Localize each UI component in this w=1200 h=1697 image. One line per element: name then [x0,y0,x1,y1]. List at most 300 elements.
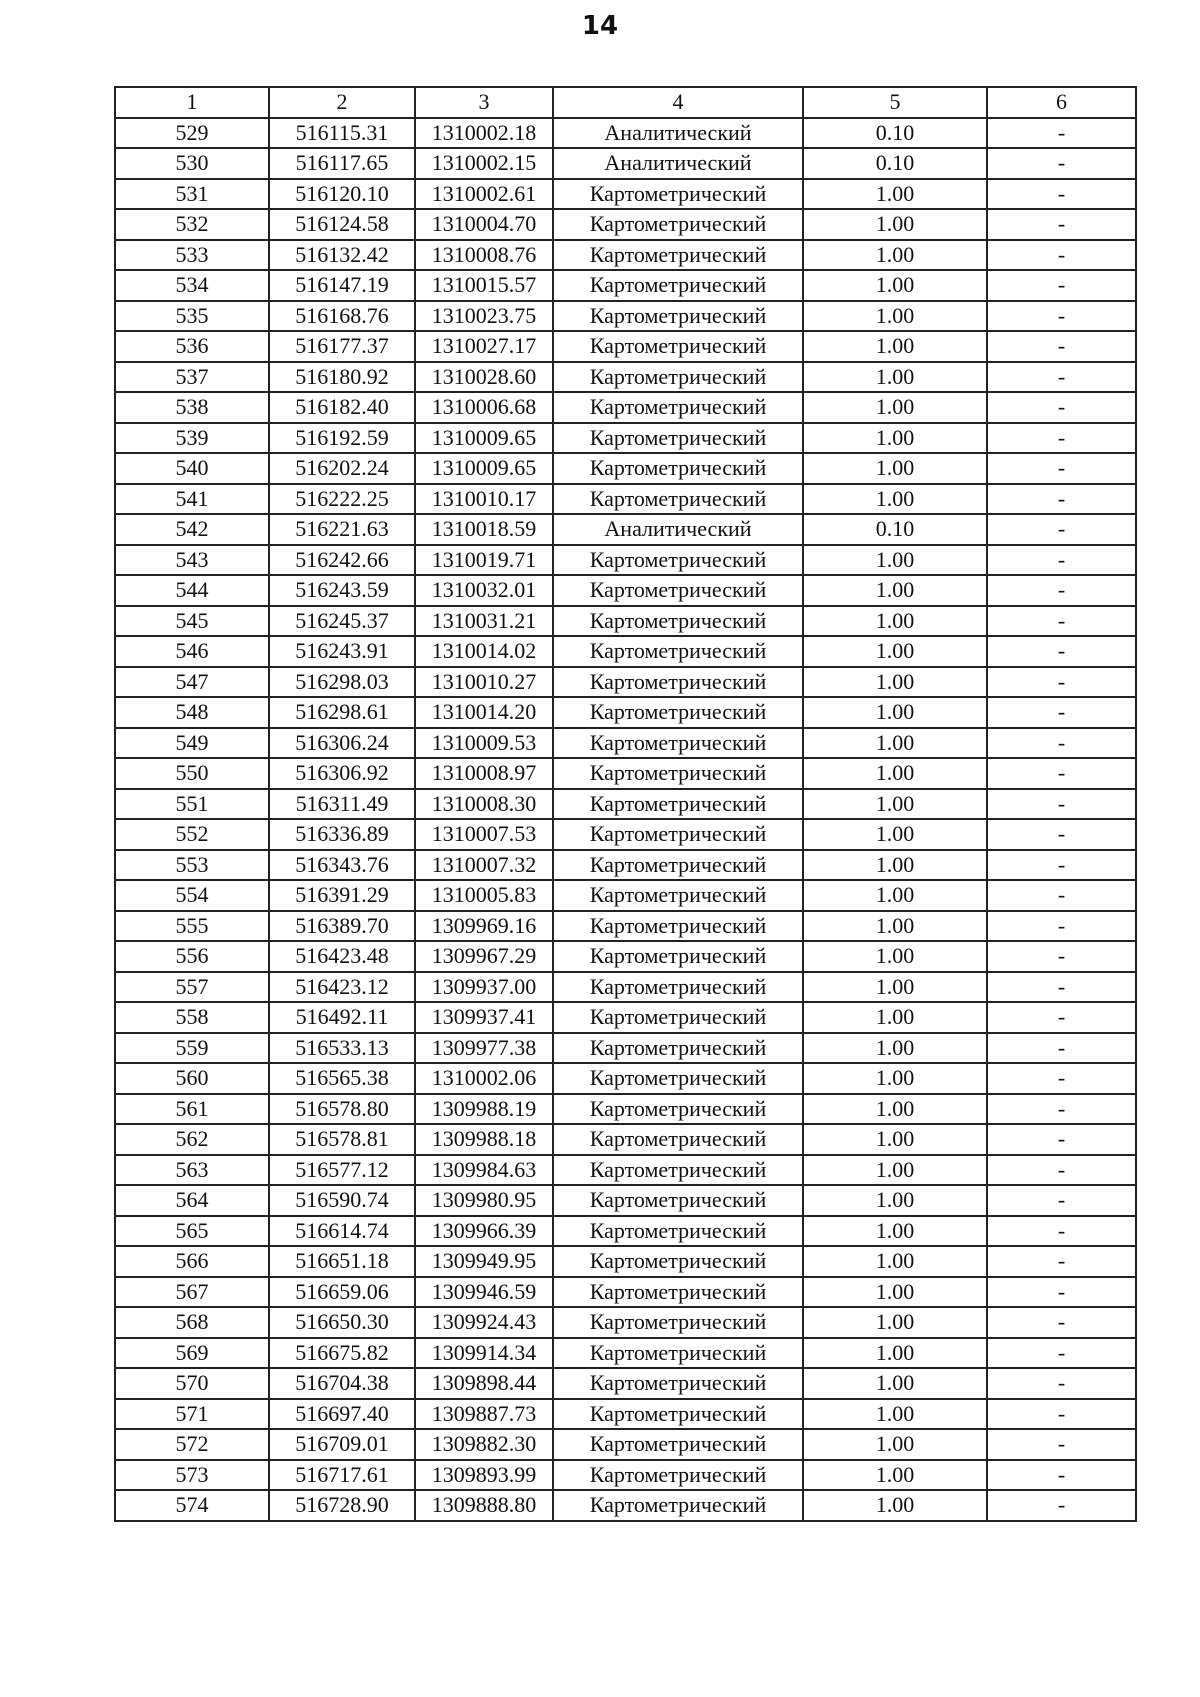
method-cell: Картометрический [553,1063,803,1094]
y-coordinate-cell: 1310007.53 [415,819,553,850]
x-coordinate-cell: 516115.31 [269,118,415,149]
note-cell: - [987,1094,1136,1125]
y-coordinate-cell: 1309893.99 [415,1460,553,1491]
x-coordinate-cell: 516577.12 [269,1155,415,1186]
note-cell: - [987,1002,1136,1033]
table-row [115,179,1136,210]
note-cell: - [987,697,1136,728]
header-cell-5: 5 [803,87,987,118]
method-cell: Картометрический [553,301,803,332]
method-cell: Картометрический [553,667,803,698]
x-coordinate-cell: 516709.01 [269,1429,415,1460]
y-coordinate-cell: 1310031.21 [415,606,553,637]
point-number-cell: 558 [115,1002,269,1033]
method-cell: Картометрический [553,331,803,362]
x-coordinate-cell: 516650.30 [269,1307,415,1338]
accuracy-cell: 1.00 [803,423,987,454]
method-cell: Картометрический [553,728,803,759]
accuracy-cell: 1.00 [803,880,987,911]
point-number-cell: 549 [115,728,269,759]
note-cell: - [987,850,1136,881]
x-coordinate-cell: 516245.37 [269,606,415,637]
x-coordinate-cell: 516578.81 [269,1124,415,1155]
point-number-cell: 556 [115,941,269,972]
method-cell: Картометрический [553,819,803,850]
accuracy-cell: 1.00 [803,484,987,515]
x-coordinate-cell: 516578.80 [269,1094,415,1125]
x-coordinate-cell: 516222.25 [269,484,415,515]
y-coordinate-cell: 1310019.71 [415,545,553,576]
x-coordinate-cell: 516192.59 [269,423,415,454]
header-row [115,87,1136,118]
accuracy-cell: 1.00 [803,270,987,301]
note-cell: - [987,148,1136,179]
y-coordinate-cell: 1309984.63 [415,1155,553,1186]
point-number-cell: 555 [115,911,269,942]
table-row [115,606,1136,637]
y-coordinate-cell: 1309969.16 [415,911,553,942]
y-coordinate-cell: 1310008.97 [415,758,553,789]
table-row [115,270,1136,301]
y-coordinate-cell: 1309977.38 [415,1033,553,1064]
note-cell: - [987,1368,1136,1399]
note-cell: - [987,1124,1136,1155]
x-coordinate-cell: 516565.38 [269,1063,415,1094]
x-coordinate-cell: 516675.82 [269,1338,415,1369]
table-row [115,850,1136,881]
table-row [115,972,1136,1003]
accuracy-cell: 1.00 [803,1490,987,1521]
note-cell: - [987,1246,1136,1277]
note-cell: - [987,240,1136,271]
note-cell: - [987,392,1136,423]
y-coordinate-cell: 1310015.57 [415,270,553,301]
x-coordinate-cell: 516533.13 [269,1033,415,1064]
note-cell: - [987,1185,1136,1216]
y-coordinate-cell: 1310002.06 [415,1063,553,1094]
note-cell: - [987,1063,1136,1094]
table-row [115,453,1136,484]
note-cell: - [987,1033,1136,1064]
point-number-cell: 562 [115,1124,269,1155]
note-cell: - [987,484,1136,515]
x-coordinate-cell: 516704.38 [269,1368,415,1399]
table-row [115,941,1136,972]
x-coordinate-cell: 516180.92 [269,362,415,393]
point-number-cell: 563 [115,1155,269,1186]
x-coordinate-cell: 516391.29 [269,880,415,911]
note-cell: - [987,331,1136,362]
accuracy-cell: 0.10 [803,514,987,545]
point-number-cell: 552 [115,819,269,850]
accuracy-cell: 1.00 [803,1460,987,1491]
accuracy-cell: 1.00 [803,911,987,942]
y-coordinate-cell: 1310002.15 [415,148,553,179]
accuracy-cell: 1.00 [803,697,987,728]
table-row [115,1368,1136,1399]
y-coordinate-cell: 1310014.02 [415,636,553,667]
y-coordinate-cell: 1310009.65 [415,423,553,454]
table-row [115,1155,1136,1186]
y-coordinate-cell: 1309937.41 [415,1002,553,1033]
accuracy-cell: 1.00 [803,301,987,332]
point-number-cell: 571 [115,1399,269,1430]
point-number-cell: 537 [115,362,269,393]
accuracy-cell: 1.00 [803,1277,987,1308]
note-cell: - [987,880,1136,911]
accuracy-cell: 1.00 [803,758,987,789]
note-cell: - [987,636,1136,667]
method-cell: Картометрический [553,362,803,393]
table-body [115,118,1136,1521]
method-cell: Картометрический [553,1399,803,1430]
accuracy-cell: 1.00 [803,850,987,881]
note-cell: - [987,301,1136,332]
y-coordinate-cell: 1309924.43 [415,1307,553,1338]
table-header [115,87,1136,118]
table-row [115,148,1136,179]
note-cell: - [987,758,1136,789]
x-coordinate-cell: 516168.76 [269,301,415,332]
table-row [115,240,1136,271]
y-coordinate-cell: 1310032.01 [415,575,553,606]
x-coordinate-cell: 516298.61 [269,697,415,728]
method-cell: Аналитический [553,514,803,545]
x-coordinate-cell: 516306.92 [269,758,415,789]
method-cell: Картометрический [553,1094,803,1125]
x-coordinate-cell: 516311.49 [269,789,415,820]
y-coordinate-cell: 1309949.95 [415,1246,553,1277]
table-row [115,392,1136,423]
y-coordinate-cell: 1310002.18 [415,118,553,149]
accuracy-cell: 1.00 [803,1429,987,1460]
y-coordinate-cell: 1309937.00 [415,972,553,1003]
point-number-cell: 545 [115,606,269,637]
point-number-cell: 540 [115,453,269,484]
y-coordinate-cell: 1309882.30 [415,1429,553,1460]
y-coordinate-cell: 1310018.59 [415,514,553,545]
note-cell: - [987,972,1136,1003]
point-number-cell: 546 [115,636,269,667]
accuracy-cell: 1.00 [803,728,987,759]
method-cell: Картометрический [553,606,803,637]
method-cell: Картометрический [553,636,803,667]
accuracy-cell: 1.00 [803,972,987,1003]
x-coordinate-cell: 516659.06 [269,1277,415,1308]
x-coordinate-cell: 516120.10 [269,179,415,210]
method-cell: Картометрический [553,240,803,271]
table-row [115,667,1136,698]
table-row [115,1216,1136,1247]
table-row [115,789,1136,820]
method-cell: Картометрический [553,1033,803,1064]
point-number-cell: 543 [115,545,269,576]
method-cell: Картометрический [553,545,803,576]
note-cell: - [987,911,1136,942]
method-cell: Картометрический [553,1368,803,1399]
y-coordinate-cell: 1309967.29 [415,941,553,972]
point-number-cell: 533 [115,240,269,271]
table-row [115,362,1136,393]
y-coordinate-cell: 1310010.17 [415,484,553,515]
method-cell: Картометрический [553,850,803,881]
accuracy-cell: 1.00 [803,1307,987,1338]
accuracy-cell: 1.00 [803,575,987,606]
x-coordinate-cell: 516177.37 [269,331,415,362]
point-number-cell: 554 [115,880,269,911]
table-row [115,1399,1136,1430]
accuracy-cell: 1.00 [803,1216,987,1247]
x-coordinate-cell: 516221.63 [269,514,415,545]
accuracy-cell: 1.00 [803,606,987,637]
method-cell: Картометрический [553,789,803,820]
method-cell: Аналитический [553,148,803,179]
x-coordinate-cell: 516343.76 [269,850,415,881]
x-coordinate-cell: 516717.61 [269,1460,415,1491]
x-coordinate-cell: 516336.89 [269,819,415,850]
note-cell: - [987,667,1136,698]
y-coordinate-cell: 1310028.60 [415,362,553,393]
point-number-cell: 560 [115,1063,269,1094]
y-coordinate-cell: 1310023.75 [415,301,553,332]
method-cell: Картометрический [553,697,803,728]
note-cell: - [987,789,1136,820]
note-cell: - [987,1429,1136,1460]
x-coordinate-cell: 516423.12 [269,972,415,1003]
method-cell: Картометрический [553,575,803,606]
note-cell: - [987,1460,1136,1491]
header-cell-4: 4 [553,87,803,118]
table-row [115,301,1136,332]
x-coordinate-cell: 516423.48 [269,941,415,972]
table-row [115,331,1136,362]
y-coordinate-cell: 1310009.65 [415,453,553,484]
point-number-cell: 557 [115,972,269,1003]
point-number-cell: 565 [115,1216,269,1247]
accuracy-cell: 1.00 [803,1246,987,1277]
accuracy-cell: 1.00 [803,1338,987,1369]
y-coordinate-cell: 1309966.39 [415,1216,553,1247]
method-cell: Картометрический [553,1460,803,1491]
table-row [115,1094,1136,1125]
table-row [115,118,1136,149]
method-cell: Картометрический [553,1307,803,1338]
y-coordinate-cell: 1310010.27 [415,667,553,698]
note-cell: - [987,819,1136,850]
table-row [115,1429,1136,1460]
table-row [115,911,1136,942]
table-row [115,1033,1136,1064]
point-number-cell: 547 [115,667,269,698]
y-coordinate-cell: 1309887.73 [415,1399,553,1430]
method-cell: Картометрический [553,1155,803,1186]
note-cell: - [987,728,1136,759]
note-cell: - [987,423,1136,454]
point-number-cell: 564 [115,1185,269,1216]
table-row [115,423,1136,454]
note-cell: - [987,1399,1136,1430]
accuracy-cell: 1.00 [803,240,987,271]
x-coordinate-cell: 516389.70 [269,911,415,942]
table-row [115,1124,1136,1155]
method-cell: Картометрический [553,453,803,484]
accuracy-cell: 1.00 [803,1033,987,1064]
x-coordinate-cell: 516614.74 [269,1216,415,1247]
point-number-cell: 532 [115,209,269,240]
x-coordinate-cell: 516182.40 [269,392,415,423]
point-number-cell: 536 [115,331,269,362]
method-cell: Картометрический [553,209,803,240]
table-row [115,1002,1136,1033]
method-cell: Картометрический [553,1277,803,1308]
table-row [115,484,1136,515]
method-cell: Картометрический [553,1246,803,1277]
note-cell: - [987,941,1136,972]
x-coordinate-cell: 516306.24 [269,728,415,759]
accuracy-cell: 1.00 [803,1124,987,1155]
table-row [115,1063,1136,1094]
accuracy-cell: 1.00 [803,362,987,393]
method-cell: Картометрический [553,179,803,210]
header-cell-1: 1 [115,87,269,118]
accuracy-cell: 1.00 [803,1399,987,1430]
note-cell: - [987,1490,1136,1521]
y-coordinate-cell: 1309914.34 [415,1338,553,1369]
method-cell: Картометрический [553,270,803,301]
point-number-cell: 572 [115,1429,269,1460]
accuracy-cell: 1.00 [803,1063,987,1094]
note-cell: - [987,209,1136,240]
y-coordinate-cell: 1310009.53 [415,728,553,759]
method-cell: Картометрический [553,1490,803,1521]
x-coordinate-cell: 516147.19 [269,270,415,301]
note-cell: - [987,1155,1136,1186]
method-cell: Картометрический [553,911,803,942]
accuracy-cell: 0.10 [803,118,987,149]
point-number-cell: 534 [115,270,269,301]
method-cell: Картометрический [553,758,803,789]
method-cell: Картометрический [553,1185,803,1216]
y-coordinate-cell: 1309888.80 [415,1490,553,1521]
point-number-cell: 548 [115,697,269,728]
x-coordinate-cell: 516590.74 [269,1185,415,1216]
point-number-cell: 531 [115,179,269,210]
table-row [115,636,1136,667]
coordinates-table [114,86,1137,1522]
method-cell: Аналитический [553,118,803,149]
table-row [115,1460,1136,1491]
x-coordinate-cell: 516697.40 [269,1399,415,1430]
method-cell: Картометрический [553,1429,803,1460]
y-coordinate-cell: 1310008.76 [415,240,553,271]
note-cell: - [987,1338,1136,1369]
point-number-cell: 535 [115,301,269,332]
x-coordinate-cell: 516298.03 [269,667,415,698]
point-number-cell: 539 [115,423,269,454]
table-row [115,1246,1136,1277]
y-coordinate-cell: 1309898.44 [415,1368,553,1399]
accuracy-cell: 1.00 [803,667,987,698]
point-number-cell: 530 [115,148,269,179]
point-number-cell: 568 [115,1307,269,1338]
x-coordinate-cell: 516243.91 [269,636,415,667]
y-coordinate-cell: 1310014.20 [415,697,553,728]
accuracy-cell: 1.00 [803,545,987,576]
table-row [115,758,1136,789]
table-row [115,728,1136,759]
table-row [115,575,1136,606]
note-cell: - [987,179,1136,210]
method-cell: Картометрический [553,1338,803,1369]
y-coordinate-cell: 1310002.61 [415,179,553,210]
y-coordinate-cell: 1309988.18 [415,1124,553,1155]
accuracy-cell: 1.00 [803,1002,987,1033]
method-cell: Картометрический [553,484,803,515]
accuracy-cell: 1.00 [803,636,987,667]
point-number-cell: 544 [115,575,269,606]
point-number-cell: 570 [115,1368,269,1399]
y-coordinate-cell: 1310005.83 [415,880,553,911]
accuracy-cell: 1.00 [803,209,987,240]
method-cell: Картометрический [553,972,803,1003]
table-row [115,514,1136,545]
table-row [115,1338,1136,1369]
accuracy-cell: 1.00 [803,1094,987,1125]
table-row [115,819,1136,850]
note-cell: - [987,453,1136,484]
note-cell: - [987,514,1136,545]
header-cell-3: 3 [415,87,553,118]
accuracy-cell: 1.00 [803,1155,987,1186]
point-number-cell: 541 [115,484,269,515]
accuracy-cell: 1.00 [803,1185,987,1216]
point-number-cell: 566 [115,1246,269,1277]
point-number-cell: 559 [115,1033,269,1064]
method-cell: Картометрический [553,880,803,911]
accuracy-cell: 1.00 [803,819,987,850]
table-row [115,697,1136,728]
accuracy-cell: 0.10 [803,148,987,179]
point-number-cell: 542 [115,514,269,545]
accuracy-cell: 1.00 [803,392,987,423]
note-cell: - [987,606,1136,637]
note-cell: - [987,1277,1136,1308]
x-coordinate-cell: 516242.66 [269,545,415,576]
y-coordinate-cell: 1309980.95 [415,1185,553,1216]
y-coordinate-cell: 1309988.19 [415,1094,553,1125]
table-row [115,209,1136,240]
note-cell: - [987,270,1136,301]
point-number-cell: 551 [115,789,269,820]
note-cell: - [987,118,1136,149]
accuracy-cell: 1.00 [803,331,987,362]
table-row [115,1185,1136,1216]
x-coordinate-cell: 516132.42 [269,240,415,271]
point-number-cell: 553 [115,850,269,881]
page-number: 14 [581,11,619,41]
method-cell: Картометрический [553,941,803,972]
y-coordinate-cell: 1310004.70 [415,209,553,240]
point-number-cell: 538 [115,392,269,423]
method-cell: Картометрический [553,423,803,454]
table-row [115,1307,1136,1338]
x-coordinate-cell: 516124.58 [269,209,415,240]
x-coordinate-cell: 516117.65 [269,148,415,179]
y-coordinate-cell: 1310007.32 [415,850,553,881]
method-cell: Картометрический [553,392,803,423]
y-coordinate-cell: 1310008.30 [415,789,553,820]
accuracy-cell: 1.00 [803,179,987,210]
